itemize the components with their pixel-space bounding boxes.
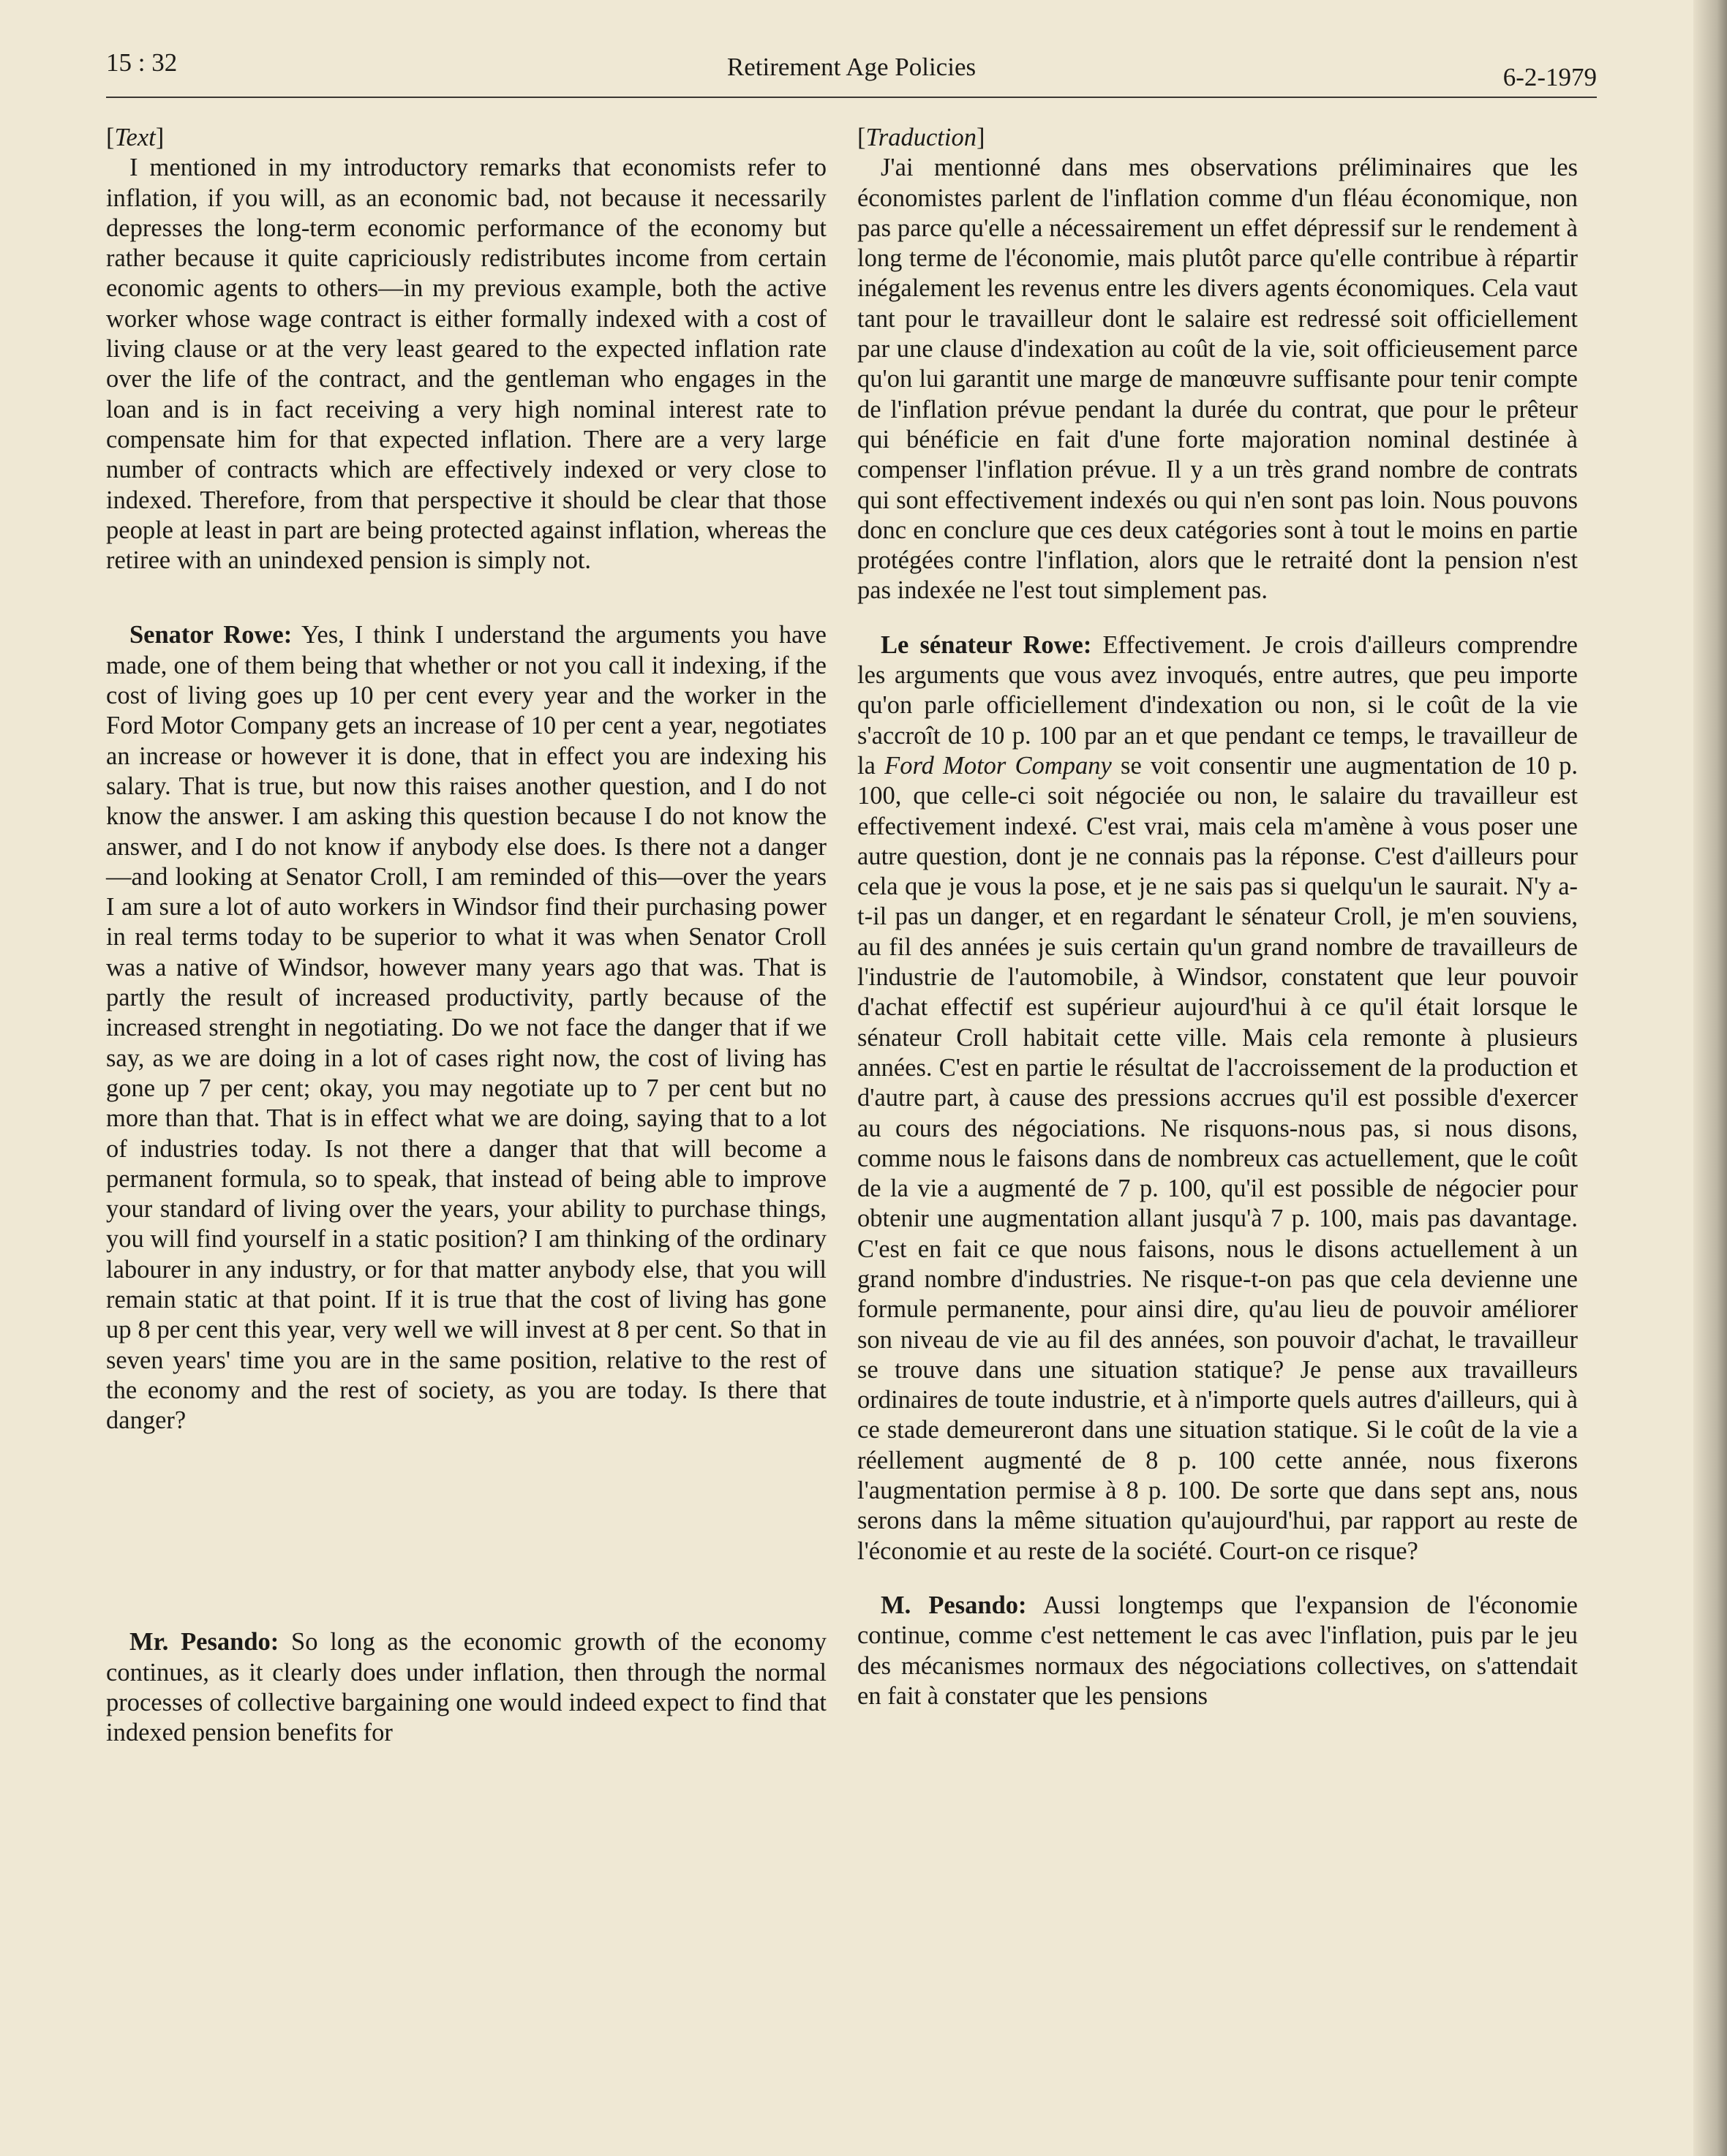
section-label-traduction: [Traduction] [857,124,985,151]
speaker-label: Mr. Pesando: [129,1628,279,1656]
page-number: 15 : 32 [106,48,178,77]
paragraph-senateur-rowe: Le sénateur Rowe: Effectivement. Je crois d'ailleurs comprendre les arguments que vous avez invoqués, entre autres, que peu importe qu'on parle officiellement d'indexation ou non, si le coût de la vie s'accroît de 10 p. 100 par an et que pendant ce temps, le travailleur de la Ford Motor Company se voit consentir une augmentation de 10 p. 100, que celle-ci soit négociée ou non, le salaire du travailleur est effectivement indexé. C'est vrai, mais cela m'amène à vous poser une autre question, dont je ne connais pas la réponse. C'est d'ailleurs pour cela que je vous la pose, et je ne sais pas si quelqu'un le saurait. N'y a-t-il pas un danger, et en regardant le sénateur Croll, je m'en souviens, au fil des années je suis certain qu'un grand nombre de travailleurs de l'industrie de l'automobile, à Windsor, constatent que leur pouvoir d'achat effectif est supérieur aujourd'hui à ce qu'il était lorsque le sénateur Croll habitait cette ville. Mais cela remonte à plusieurs années. C'est en partie le résultat de l'accroissement de la production et d'autre part, à cause des pressions accrues qu'il est possible d'exercer au cours des négociations. Ne risquons-nous pas, si nous disons, comme nous le faisons dans de nombreux cas actuellement, que le coût de la vie a augmenté de 7 p. 100, qu'il est possible de négocier pour obtenir une augmentation allant jusqu'à 7 p. 100, mais pas davantage. C'est en fait ce que nous faisons, nous le disons actuellement à un grand nombre d'industries. Ne risque-t-on pas que cela devienne une formule permanente, pour ainsi dire, qu'au lieu de pouvoir améliorer son niveau de vie au fil des années, son pouvoir d'achat, le travailleur se trouve dans une situation statique? Je pense aux travailleurs ordinaires de toute industrie, et à n'importe quels autres d'ailleurs, qui à ce stade demeureront dans une situation statique. Si le coût de la vie a réellement augmenté de 8 p. 100 cette année, nous fixerons l'augmentation permise à 8 p. 100. De sorte que dans sept ans, nous serons dans la même situation qu'aujourd'hui, par rapport au reste de l'économie et au reste de la société. Court-on ce risque? [857,630,1579,1565]
paragraph-pesando-fr: M. Pesando: Aussi longtemps que l'expansion de l'économie continue, comme c'est nettement le cas avec l'inflation, puis par le jeu des mécanismes normaux des négociations collectives, on s'attendait en fait à constater que les pensions [857,1591,1578,1710]
french-column [857,123,1578,1711]
running-title: Retirement Age Policies [726,53,977,81]
page-edge-shadow [1693,0,1727,2156]
paragraph-pesando: Mr. Pesando: So long as the economic growth of the economy continues, as it clearly does under inflation, then through the normal processes of collective bargaining one would indeed expect to find that indexed pension benefits for [106,1628,827,1747]
paragraph-senator-rowe: Senator Rowe: Yes, I think I understand the arguments you have made, one of them being that whether or not you call it indexing, if the cost of living goes up 10 per cent every year and the worker in the Ford Motor Company gets an increase of 10 per cent a year, negotiates an increase or however it is done, that in effect you are indexing his salary. That is true, but now this raises another question, and I do not know the answer. I am asking this question because I do not know the answer, and I do not know if anybody else does. Is there not a danger—and looking at Senator Croll, I am reminded of this—over the years I am sure a lot of auto workers in Windsor find their purchasing power in real terms today to be superior to what it was when Senator Croll was a native of Windsor, however many years ago that was. That is partly the result of increased productivity, partly because of the increased strenght in negotiating. Do we not face the danger that if we say, as we are doing in a lot of cases right now, the cost of living has gone up 7 per cent; okay, you may negotiate up to 7 per cent but no more than that. That is in effect what we are doing, saying that to a lot of industries today. Is not there a danger that that will become a permanent formula, so to speak, that instead of being able to improve your standard of living over the years, your ability to purchase things, you will find yourself in a static position? I am thinking of the ordinary labourer in any industry, or for that matter anybody else, that you will remain static at that point. If it is true that the cost of living has gone up 8 per cent this year, very well we will invest at 8 per cent. So that in seven years' time you are in the same position, relative to the rest of the economy and the rest of society, as you are today. Is there that danger? [106,621,827,1435]
paragraph-intro-fr: J'ai mentionné dans mes observations préliminaires que les économistes parlent de l'inflation comme d'un fléau économique, non pas parce qu'elle a nécessairement un effet dépressif sur le rendement à long terme de l'économie, mais plutôt parce qu'elle contribue à répartir inégalement les revenus entre les divers agents économiques. Cela vaut tant pour le travailleur dont le salaire est redressé soit officiellement par une clause d'indexation au coût de la vie, soit officieusement parce qu'on lui garantit une marge de manœuvre suffisante pour tenir compte de l'inflation prévue pendant la durée du contrat, que pour le prêteur qui bénéficie en fait d'une forte majoration nominal destinée à compenser l'inflation prévue. Il y a un très grand nombre de contrats qui sont effectivement indexés ou qui n'en sont pas loin. Nous pouvons donc en conclure que ces deux catégories sont à tout le moins en partie protégées contre l'inflation, alors que le retraité dont la pension n'est pas indexée ne l'est tout simplement pas. [857,154,1578,605]
company-name: Ford Motor Company [884,751,1112,780]
speaker-label: Le sénateur Rowe: [881,630,1092,659]
page-header [106,48,1597,98]
section-label-text: [Text] [106,124,165,151]
english-column [106,123,827,1749]
header-date: 6-2-1979 [1502,63,1597,91]
speaker-label: Senator Rowe: [129,621,293,649]
speaker-label: M. Pesando: [881,1591,1027,1619]
paragraph-intro: I mentioned in my introductory remarks that economists refer to inflation, if you will, as an economic bad, not because it necessarily depresses the long-term economic performance of the economy but rather because it quite capriciously redistributes income from certain economic agents to others—in my previous example, both the active worker whose wage contract is either formally indexed with a cost of living clause or at the very least geared to the expected inflation rate over the life of the contract, and the gentleman who engages in the loan and is in fact receiving a very high nominal interest rate to compensate him for that expected inflation. There are a very large number of contracts which are effectively indexed or very close to indexed. Therefore, from that perspective it should be clear that those people at least in part are being protected against inflation, whereas the retiree with an unindexed pension is simply not. [106,154,827,575]
